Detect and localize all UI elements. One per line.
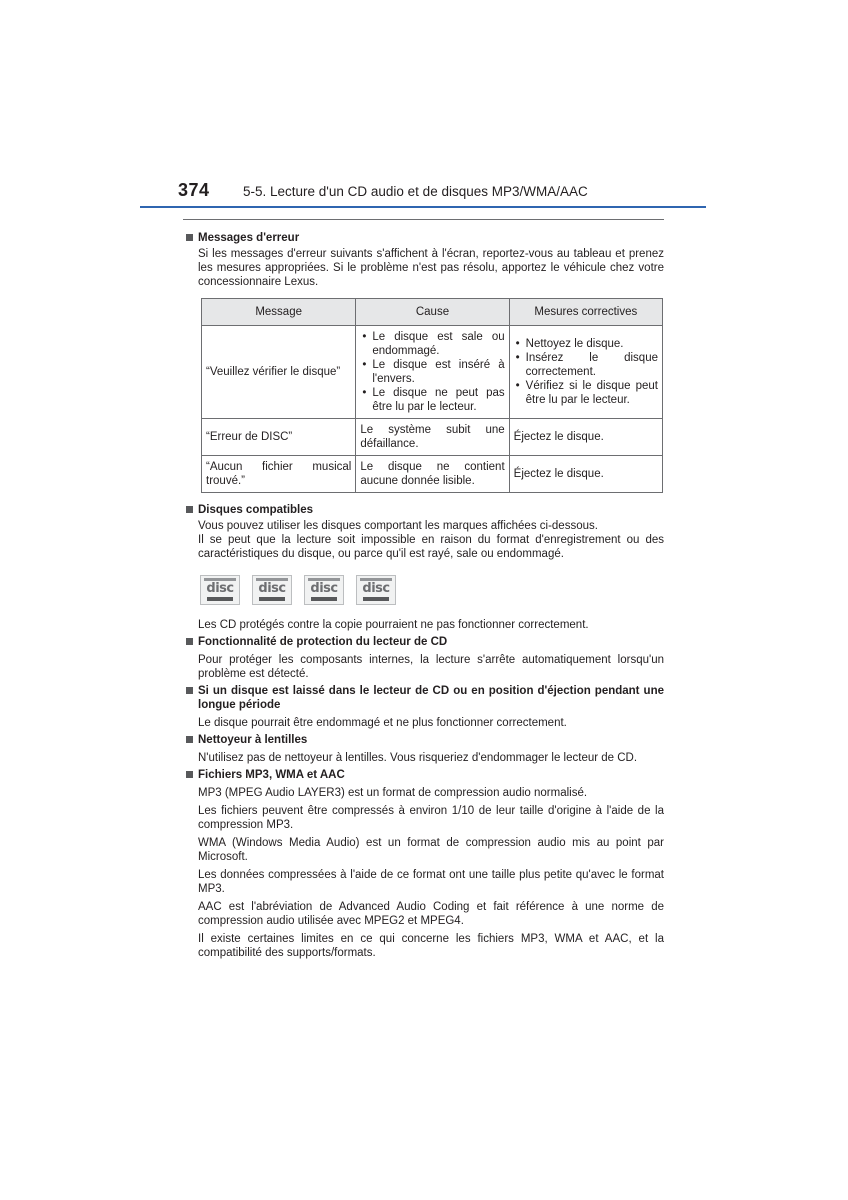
compact-disc-recordable-logo-icon: disc	[304, 575, 344, 605]
section-heading-protection	[186, 635, 664, 649]
square-bullet-icon	[186, 771, 193, 778]
column-header-actions: Mesures correctives	[509, 299, 662, 326]
compatible-disc-logos	[200, 575, 664, 605]
paragraph: Le disque pourrait être endommagé et ne plus fonctionner correctement.	[198, 717, 567, 729]
paragraph: Les fichiers peuvent être compressés à environ 1/10 de leur taille d'origine à l'aide de la compression MP3.	[198, 805, 664, 831]
list-item: • Vérifiez si le disque peut être lu par le lecteur.	[514, 379, 658, 407]
square-bullet-icon	[186, 638, 193, 645]
list-item: • Le disque est inséré à l'envers.	[360, 358, 504, 386]
table-row	[202, 419, 663, 456]
cell-cause: Le système subit une défaillance.	[356, 419, 509, 456]
square-bullet-icon	[186, 736, 193, 743]
table-row	[202, 326, 663, 419]
section-heading-files	[186, 768, 664, 782]
section-title: Messages d'erreur	[198, 232, 300, 244]
table-header-row	[202, 299, 663, 326]
paragraph: Pour protéger les composants internes, la lecture s'arrête automatiquement lorsqu'un problème est détecté.	[198, 654, 664, 680]
cell-message: “Veuillez vérifier le disque”	[202, 326, 356, 419]
cell-message: “Erreur de DISC”	[202, 419, 356, 456]
paragraph: Si les messages d'erreur suivants s'affichent à l'écran, reportez-vous au tableau et prenez les mesures appropriées. Si le problème n'est pas résolu, apportez le véhicule chez votre concessionnaire Lexus.	[198, 248, 664, 288]
action-list	[514, 337, 658, 407]
paragraph: MP3 (MPEG Audio LAYER3) est un format de compression audio normalisé.	[198, 787, 588, 799]
paragraph: Les données compressées à l'aide de ce format ont une taille plus petite qu'avec le format MP3.	[198, 869, 664, 895]
compact-disc-rewritable-logo-icon: disc	[356, 575, 396, 605]
square-bullet-icon	[186, 506, 193, 513]
cell-actions: Éjectez le disque.	[509, 419, 662, 456]
list-item: • Le disque ne peut pas être lu par le lecteur.	[360, 386, 504, 414]
cell-actions: Éjectez le disque.	[509, 456, 662, 493]
section-title: Fichiers MP3, WMA et AAC	[198, 769, 345, 781]
section-heading-compatible	[186, 503, 664, 517]
paragraph: Il se peut que la lecture soit impossible en raison du format d'enregistrement ou des caractéristiques du disque, ou parce qu'il est rayé, sale ou endommagé.	[198, 534, 664, 560]
list-item: • Insérez le disque correctement.	[514, 351, 658, 379]
header-thin-rule	[183, 219, 664, 220]
page-number: 374	[178, 180, 210, 200]
square-bullet-icon	[186, 687, 193, 694]
chapter-title: 5-5. Lecture d'un CD audio et de disques MP3/WMA/AAC	[243, 184, 588, 199]
section-title: Si un disque est laissé dans le lecteur de CD ou en position d'éjection pendant une longue période	[198, 685, 664, 711]
list-item: • Nettoyez le disque.	[514, 337, 658, 351]
page-content	[186, 228, 664, 960]
compact-disc-text-logo-icon: disc	[252, 575, 292, 605]
table-row	[202, 456, 663, 493]
section-heading-cleaner	[186, 733, 664, 747]
section-heading-left-in	[186, 684, 664, 712]
list-item: • Le disque est sale ou endommagé.	[360, 330, 504, 358]
square-bullet-icon	[186, 234, 193, 241]
paragraph: Les CD protégés contre la copie pourraient ne pas fonctionner correctement.	[198, 619, 589, 631]
column-header-message: Message	[202, 299, 356, 326]
error-messages-table	[201, 298, 663, 493]
header-blue-rule	[140, 206, 706, 208]
cell-message: “Aucun fichier musical trouvé.”	[202, 456, 356, 493]
paragraph: N'utilisez pas de nettoyeur à lentilles. Vous risqueriez d'endommager le lecteur de CD.	[198, 752, 638, 764]
section-title: Fonctionnalité de protection du lecteur de CD	[198, 636, 448, 648]
cell-cause: Le disque ne contient aucune donnée lisible.	[356, 456, 509, 493]
column-header-cause: Cause	[356, 299, 509, 326]
paragraph: Il existe certaines limites en ce qui concerne les fichiers MP3, WMA et AAC, et la compatibilité des supports/formats.	[198, 933, 664, 959]
section-title: Nettoyeur à lentilles	[198, 734, 308, 746]
paragraph: AAC est l'abréviation de Advanced Audio Coding et fait référence à une norme de compression audio utilisée avec MPEG2 et MPEG4.	[198, 901, 664, 927]
section-title: Disques compatibles	[198, 504, 314, 516]
section-heading-errors	[186, 231, 664, 245]
page-header	[0, 0, 848, 210]
cause-list	[360, 330, 504, 414]
paragraph: Vous pouvez utiliser les disques comportant les marques affichées ci-dessous.	[198, 520, 598, 532]
compact-disc-digital-audio-logo-icon: disc	[200, 575, 240, 605]
cell-actions	[509, 326, 662, 419]
cell-cause	[356, 326, 509, 419]
paragraph: WMA (Windows Media Audio) est un format de compression audio mis au point par Microsoft.	[198, 837, 664, 863]
